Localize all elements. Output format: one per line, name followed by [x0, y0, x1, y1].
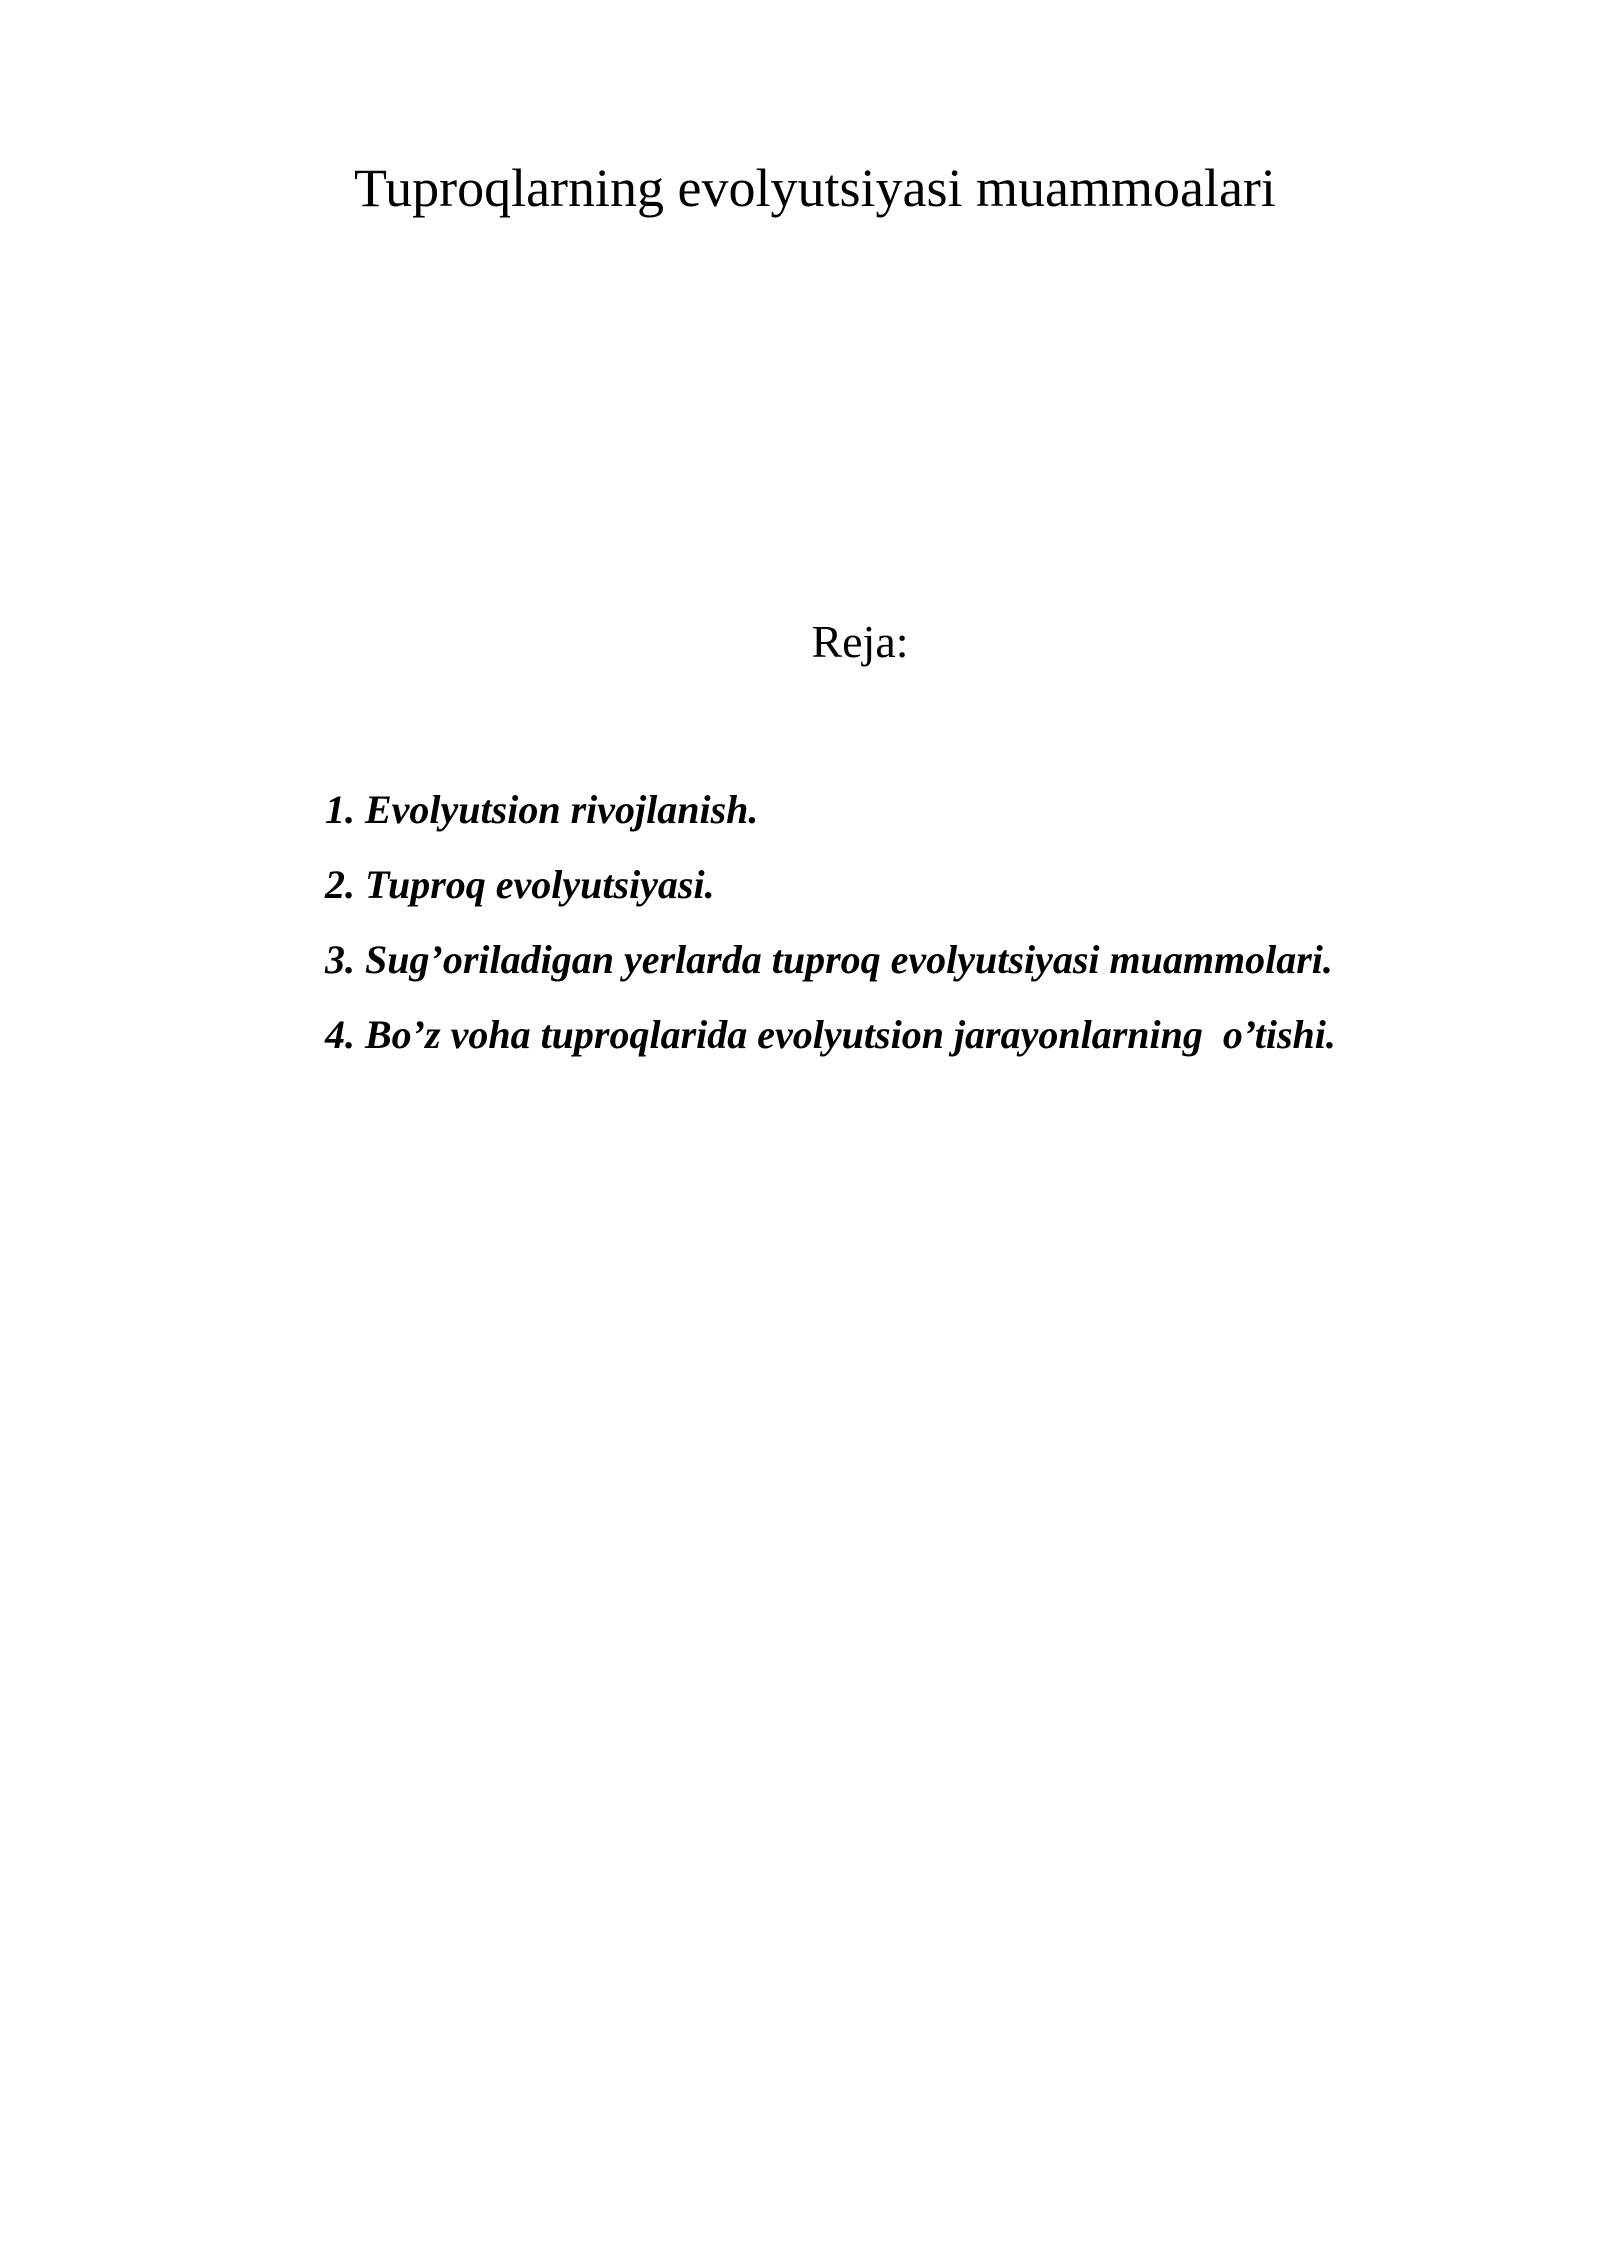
- plan-item: 3. Sug’oriladigan yerlarda tuproq evolyutsiyasi muammolari.: [325, 937, 1333, 982]
- document-title: Tuproqlarning evolyutsiyasi muammoalari: [354, 158, 1276, 218]
- plan-list: [325, 772, 1336, 1072]
- plan-item: 4. Bo’z voha tuproqlarida evolyutsion jarayonlarning o’tishi.: [325, 1012, 1336, 1057]
- plan-item: 2. Tuproq evolyutsiyasi.: [325, 862, 715, 907]
- plan-item: 1. Evolyutsion rivojlanish.: [325, 787, 759, 832]
- plan-heading: Reja:: [811, 616, 909, 667]
